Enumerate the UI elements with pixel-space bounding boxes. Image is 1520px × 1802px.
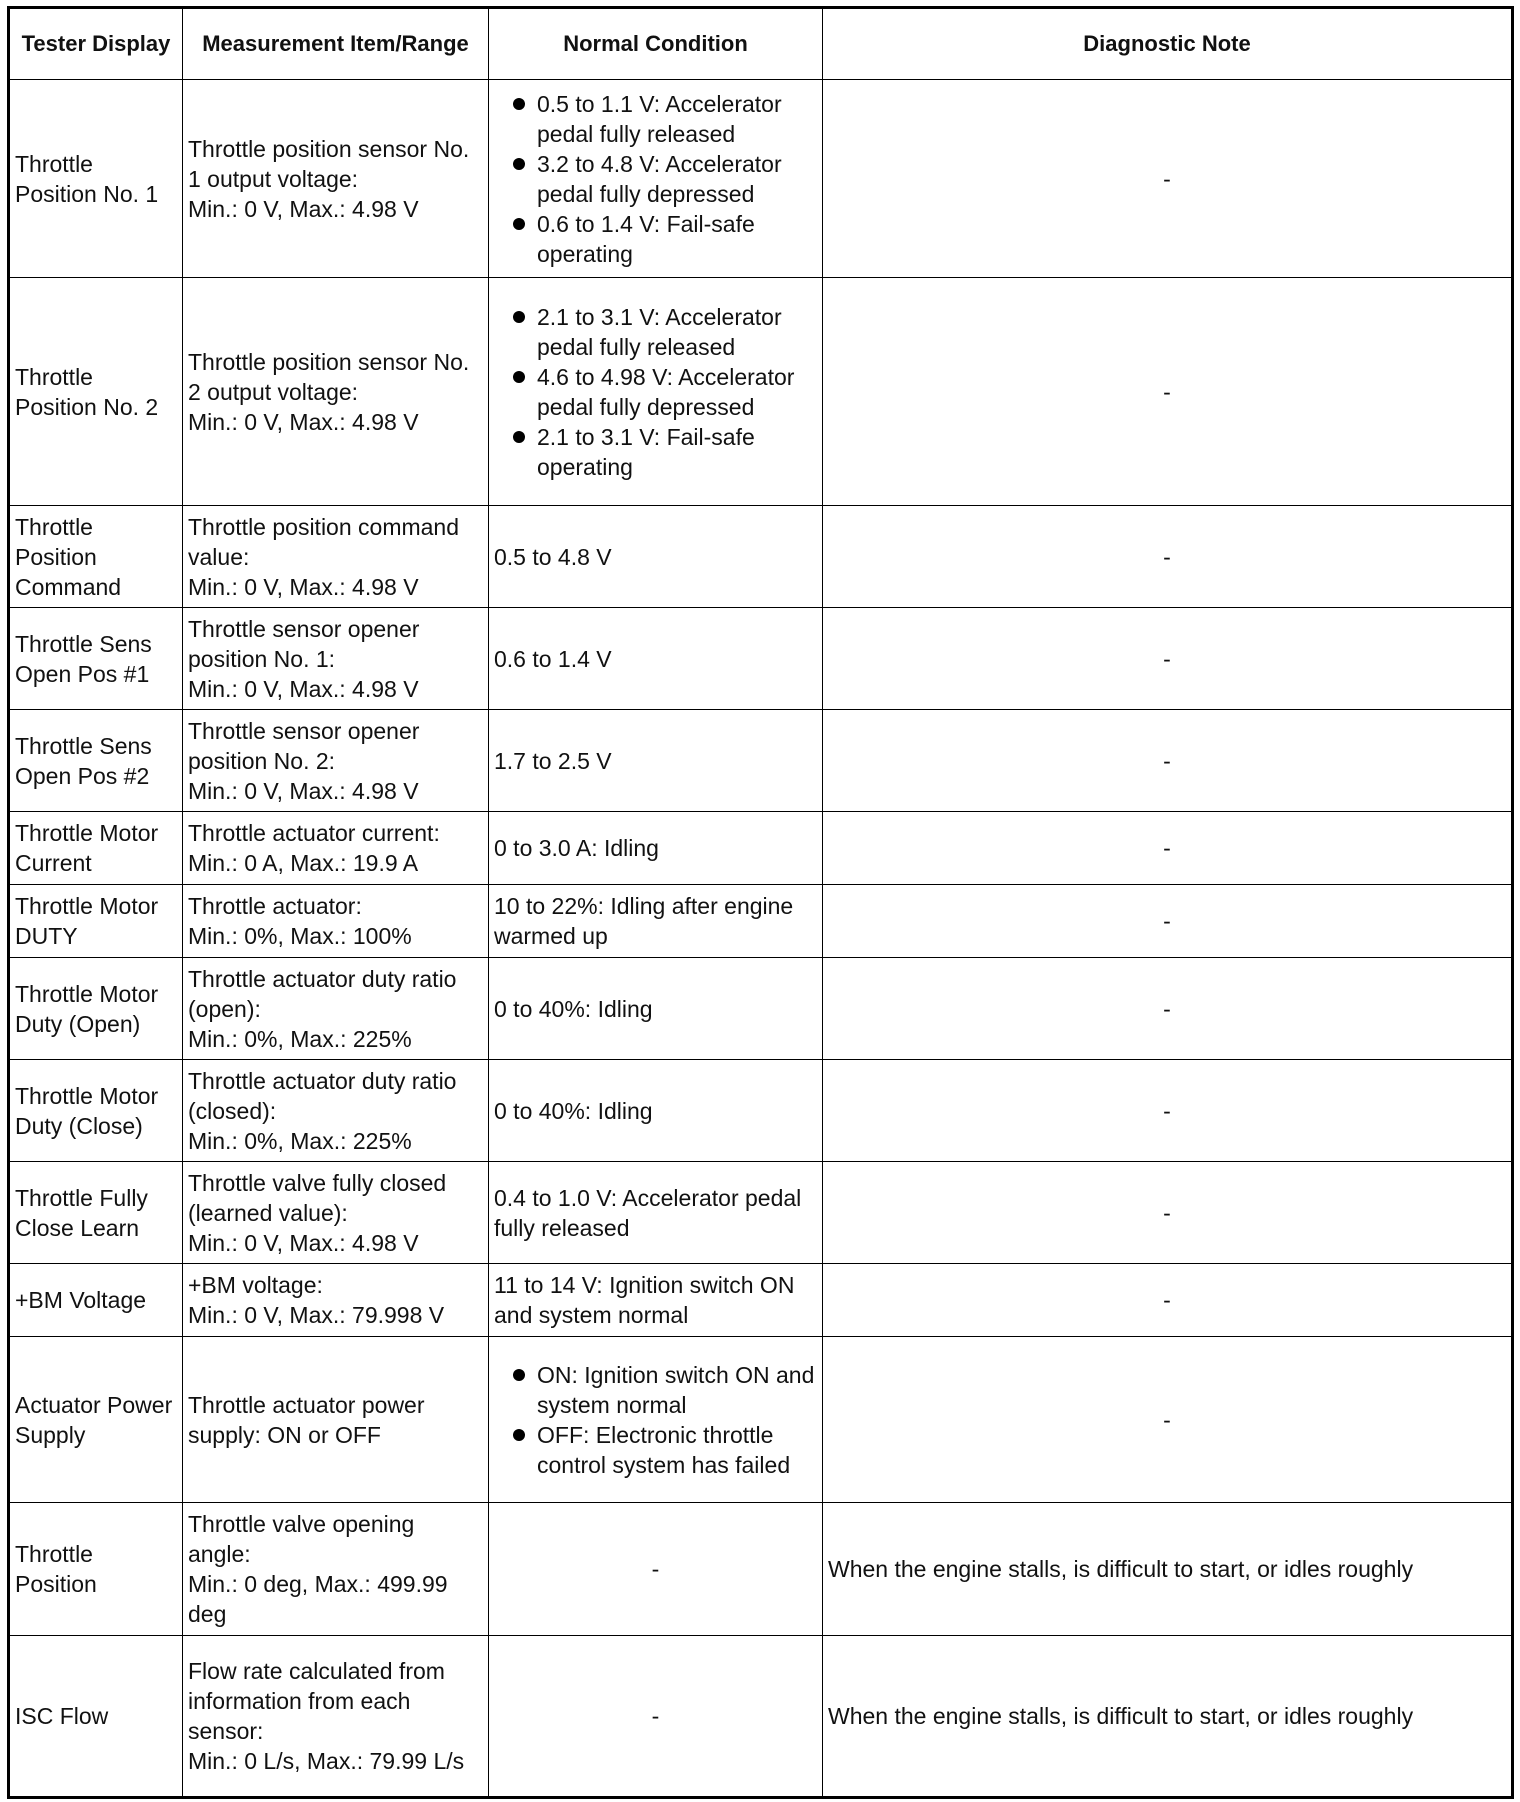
measurement-line: Throttle sensor opener position No. 2: [188,717,420,774]
table-row [9,1162,1513,1264]
table-row [9,812,1513,885]
measurement-line: Min.: 0 V, Max.: 4.98 V [188,573,419,600]
normal-condition-cell: - [489,1503,823,1636]
tester-display-cell: Throttle Position [9,1503,183,1636]
condition-list [494,302,817,482]
measurement-line: Min.: 0%, Max.: 225% [188,1127,412,1154]
condition-list-item: 0.5 to 1.1 V: Accelerator pedal fully released [494,89,817,149]
measurement-cell [183,1337,489,1503]
normal-condition-cell: 1.7 to 2.5 V [489,710,823,812]
header-normal-condition: Normal Condition [489,8,823,80]
tester-display-cell: Throttle Position No. 1 [9,80,183,278]
table-row [9,1060,1513,1162]
normal-condition-cell: - [489,1636,823,1798]
table-row [9,958,1513,1060]
normal-condition-cell: 11 to 14 V: Ignition switch ON and system normal [489,1264,823,1337]
measurement-line: Min.: 0 V, Max.: 4.98 V [188,1229,419,1256]
tester-display-cell: ISC Flow [9,1636,183,1798]
condition-list-item: 0.6 to 1.4 V: Fail-safe operating [494,209,817,269]
measurement-cell [183,812,489,885]
tester-display-cell: +BM Voltage [9,1264,183,1337]
normal-condition-cell [489,80,823,278]
measurement-line: Throttle position sensor No. 2 output voltage: [188,348,470,405]
measurement-cell [183,506,489,608]
tester-display-cell: Throttle Sens Open Pos #1 [9,608,183,710]
measurement-line: +BM voltage: [188,1272,323,1298]
measurement-cell [183,1503,489,1636]
table-row [9,1264,1513,1337]
normal-condition-cell: 0.5 to 4.8 V [489,506,823,608]
measurement-cell [183,278,489,506]
header-tester-display: Tester Display [9,8,183,80]
measurement-cell [183,1264,489,1337]
diagnostic-note-cell: - [823,812,1513,885]
measurement-line: Min.: 0 V, Max.: 4.98 V [188,777,419,804]
measurement-line: Throttle valve opening angle: [188,1511,415,1567]
normal-condition-cell: 0 to 40%: Idling [489,958,823,1060]
tester-display-cell: Throttle Motor DUTY [9,885,183,958]
measurement-cell [183,710,489,812]
condition-list-item: 3.2 to 4.8 V: Accelerator pedal fully depressed [494,149,817,209]
measurement-line: Min.: 0%, Max.: 100% [188,923,412,949]
measurement-line: Throttle position sensor No. 1 output voltage: [188,135,470,192]
measurement-cell [183,1162,489,1264]
measurement-line: Min.: 0 V, Max.: 79.998 V [188,1302,445,1328]
tester-display-cell: Throttle Sens Open Pos #2 [9,710,183,812]
diagnostic-note-cell: - [823,608,1513,710]
measurement-line: Throttle sensor opener position No. 1: [188,615,420,672]
normal-condition-cell: 0 to 3.0 A: Idling [489,812,823,885]
condition-list-item: 4.6 to 4.98 V: Accelerator pedal fully depressed [494,362,817,422]
tester-display-cell: Actuator Power Supply [9,1337,183,1503]
measurement-cell [183,1636,489,1798]
normal-condition-cell [489,278,823,506]
diagnostic-note-cell: - [823,278,1513,506]
diagnostic-note-cell: When the engine stalls, is difficult to start, or idles roughly [823,1503,1513,1636]
measurement-line: Throttle position command value: [188,513,460,570]
normal-condition-cell: 0.4 to 1.0 V: Accelerator pedal fully released [489,1162,823,1264]
condition-list-item: 2.1 to 3.1 V: Accelerator pedal fully released [494,302,817,362]
diagnostic-note-cell: - [823,1264,1513,1337]
measurement-line: Min.: 0 L/s, Max.: 79.99 L/s [188,1748,465,1774]
condition-list [494,1360,817,1480]
header-row [9,8,1513,80]
condition-list [494,89,817,269]
diagnostic-note-cell: When the engine stalls, is difficult to start, or idles roughly [823,1636,1513,1798]
table-row [9,278,1513,506]
measurement-line: Flow rate calculated from information from each sensor: [188,1658,445,1744]
tester-display-cell: Throttle Motor Duty (Close) [9,1060,183,1162]
measurement-line: Throttle valve fully closed (learned value): [188,1169,447,1226]
measurement-line: Min.: 0 V, Max.: 4.98 V [188,195,419,222]
table-row [9,885,1513,958]
diagnostic-note-cell: - [823,1162,1513,1264]
condition-list-item: ON: Ignition switch ON and system normal [494,1360,817,1420]
tester-display-cell: Throttle Position Command [9,506,183,608]
diagnostic-note-cell: - [823,1060,1513,1162]
measurement-line: Min.: 0 V, Max.: 4.98 V [188,408,419,435]
measurement-line: Min.: 0 deg, Max.: 499.99 deg [188,1571,448,1627]
diagnostic-note-cell: - [823,958,1513,1060]
table-row [9,710,1513,812]
measurement-line: Min.: 0 V, Max.: 4.98 V [188,675,419,702]
normal-condition-cell: 0 to 40%: Idling [489,1060,823,1162]
header-diagnostic-note: Diagnostic Note [823,8,1513,80]
measurement-cell [183,1060,489,1162]
tester-display-cell: Throttle Motor Current [9,812,183,885]
tester-display-cell: Throttle Position No. 2 [9,278,183,506]
diagnostic-note-cell: - [823,1337,1513,1503]
normal-condition-cell [489,1337,823,1503]
measurement-cell [183,958,489,1060]
condition-list-item: OFF: Electronic throttle control system has failed [494,1420,817,1480]
table-row [9,1337,1513,1503]
header-measurement: Measurement Item/Range [183,8,489,80]
measurement-line: Min.: 0 A, Max.: 19.9 A [188,850,419,876]
table-row [9,608,1513,710]
measurement-cell [183,608,489,710]
normal-condition-cell: 10 to 22%: Idling after engine warmed up [489,885,823,958]
table-row [9,1636,1513,1798]
measurement-cell [183,885,489,958]
measurement-line: Throttle actuator power supply: ON or OFF [188,1391,425,1448]
table-row [9,80,1513,278]
condition-list-item: 2.1 to 3.1 V: Fail-safe operating [494,422,817,482]
measurement-cell [183,80,489,278]
measurement-line: Throttle actuator current: [188,820,440,846]
diagnostic-note-cell: - [823,506,1513,608]
table-row [9,506,1513,608]
normal-condition-cell: 0.6 to 1.4 V [489,608,823,710]
diagnostic-note-cell: - [823,80,1513,278]
measurement-line: Throttle actuator duty ratio (closed): [188,1067,457,1124]
table-container [7,6,1514,1799]
table-row [9,1503,1513,1636]
measurement-line: Throttle actuator duty ratio (open): [188,965,457,1022]
measurement-line: Throttle actuator: [188,893,362,919]
diagnostic-note-cell: - [823,885,1513,958]
measurement-line: Min.: 0%, Max.: 225% [188,1025,412,1052]
tester-display-cell: Throttle Fully Close Learn [9,1162,183,1264]
table-body [9,80,1513,1798]
data-list-table [7,6,1514,1799]
tester-display-cell: Throttle Motor Duty (Open) [9,958,183,1060]
diagnostic-note-cell: - [823,710,1513,812]
